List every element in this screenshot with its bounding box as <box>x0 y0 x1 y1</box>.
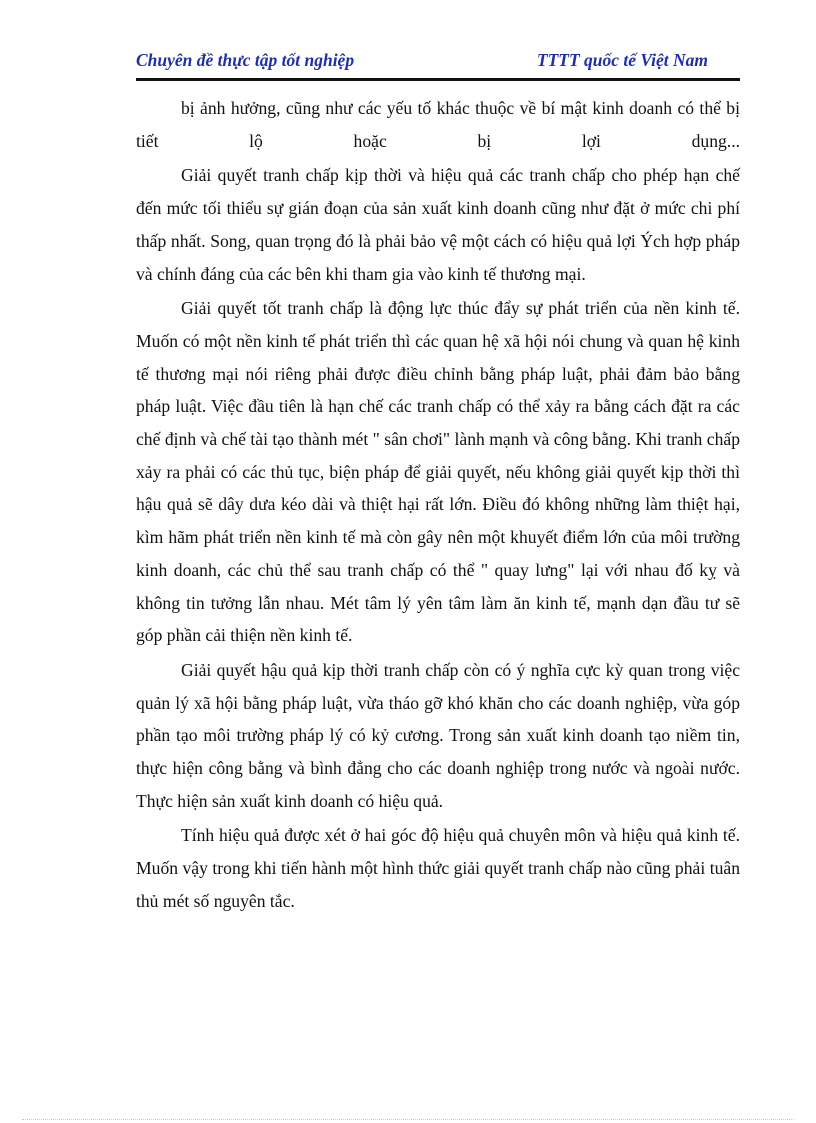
paragraph-1: bị ảnh hưởng, cũng như các yếu tố khác thuộc về bí mật kinh doanh có thể bị tiết lộ hoặc bị lợi dụng... <box>136 98 740 151</box>
footer-dotted-divider <box>22 1119 794 1120</box>
paragraph-2: Giải quyết tranh chấp kịp thời và hiệu quả các tranh chấp cho phép hạn chế đến mức tối thiểu sự gián đoạn của sản xuất kinh doanh cũng như đặt ở mức chi phí thấp nhất. Song, quan trọng đó là phải bảo vệ một cách có hiệu quả lợi Ých hợp pháp và chính đáng của các bên khi tham gia vào kinh tế thương mại. <box>136 165 740 284</box>
document-body <box>136 92 740 920</box>
header-organization-title: TTTT quốc tế Việt Nam <box>536 50 708 70</box>
header-document-title: Chuyên đề thực tập tốt nghiệp <box>136 50 355 70</box>
paragraph-4: Giải quyết hậu quả kịp thời tranh chấp còn có ý nghĩa cực kỳ quan trong việc quản lý xã hội bằng pháp luật, vừa tháo gỡ khó khăn cho các doanh nghiệp, vừa góp phần tạo môi trường pháp lý có kỷ cương. Trong sản xuất kinh doanh tạo niềm tin, thực hiện công bằng và bình đẳng cho các doanh nghiệp trong nước và ngoài nước. Thực hiện sản xuất kinh doanh có hiệu quả. <box>136 659 740 811</box>
paragraph-5: Tính hiệu quả được xét ở hai góc độ hiệu quả chuyên môn và hiệu quả kinh tế. Muốn vậy trong khi tiến hành một hình thức giải quyết tranh chấp nào cũng phải tuân thủ mét số nguyên tắc. <box>136 825 740 911</box>
header-divider <box>136 78 740 81</box>
page-header <box>136 46 740 80</box>
paragraph-3: Giải quyết tốt tranh chấp là động lực thúc đẩy sự phát triển của nền kinh tế. Muốn có một nền kinh tế phát triển thì các quan hệ xã hội nói chung và quan hệ kinh tế thương mại nói riêng phải được điều chỉnh bằng pháp luật, phải đảm bảo bằng pháp luật. Việc đầu tiên là hạn chế các tranh chấp có thể xảy ra bằng cách đặt ra các chế định và chế tài tạo thành mét " sân chơi" lành mạnh và công bằng. Khi tranh chấp xảy ra phải có các thủ tục, biện pháp để giải quyết, nếu không giải quyết kịp thời thì hậu quả sẽ dây dưa kéo dài và thiệt hại rất lớn. Điều đó không những làm thiệt hại, kìm hãm phát triển nền kinh tế mà còn gây nên một khuyết điểm lớn của môi trường kinh doanh, các chủ thể sau tranh chấp có thể " quay lưng" lại với nhau đố kỵ và không tin tưởng lẫn nhau. Mét tâm lý yên tâm làm ăn kinh tế, mạnh dạn đầu tư sẽ góp phần cải thiện nền kinh tế. <box>136 298 740 646</box>
